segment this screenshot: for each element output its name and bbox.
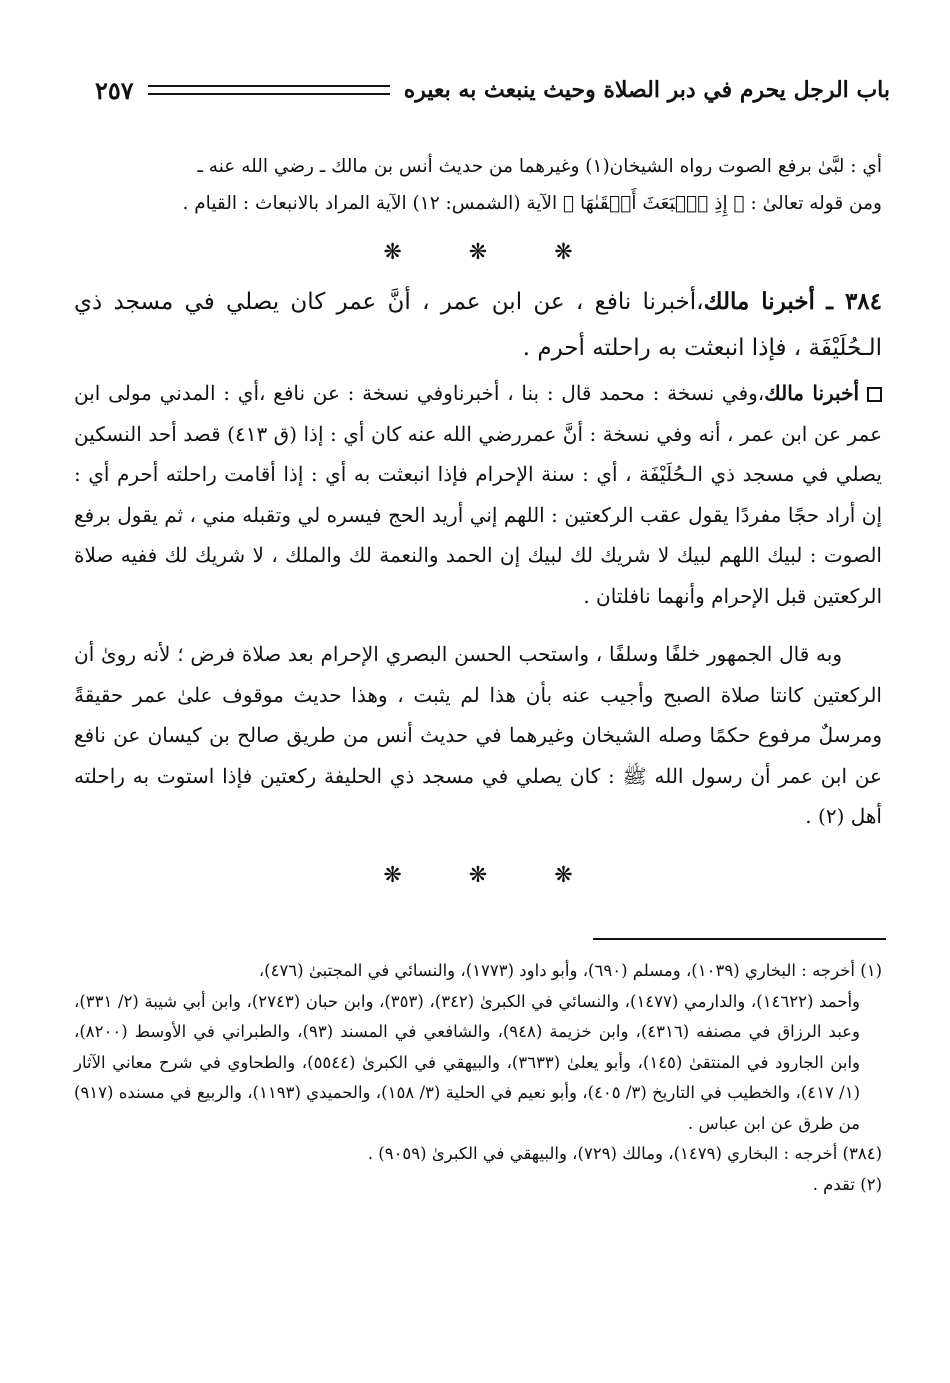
section-separator-2 <box>74 857 882 894</box>
footnotes <box>74 956 882 1200</box>
hadith-lead: أخبرنا مالك <box>703 288 815 315</box>
page-header <box>95 68 890 112</box>
star-ornament: ❋ <box>554 240 573 265</box>
section-separator <box>74 234 882 271</box>
star-ornament: ❋ <box>468 862 488 888</box>
intro-line-1: أي : لبَّىٰ برفع الصوت رواه الشيخان(١) وغيرهما من حديث أنس بن مالك ـ رضي الله عنه ـ <box>197 156 882 177</box>
footnote-384: (٣٨٤) أخرجه : البخاري (١٤٧٩)، ومالك (٧٢٩)، والبيهقي في الكبرىٰ (٩٠٥٩) . <box>367 1144 882 1163</box>
star-ornament: ❋ <box>554 862 573 888</box>
footnote-rule <box>593 938 886 940</box>
star-ornament: ❋ <box>383 862 402 888</box>
footnote-1-rest: وأحمد (١٤٦٢٢)، والدارمي (١٤٧٧)، والنسائي في الكبرىٰ (٣٤٢)، (٣٥٣)، وابن حبان (٢٧٤٣)، وابن أبي شيبة (٢/ ٣٣١)، وعبد الرزاق في مصنفه (٤٣١٦)، وابن خزيمة (٩٤٨)، والشافعي في المسند (٩٣)، والطبراني في الأوسط (٨٢٠٠)، وابن الجارود في المنتقىٰ (١٤٥)، وأبو يعلىٰ (٣٦٣٣)، والبيهقي في الكبرىٰ (٥٥٤٤)، والطحاوي في شرح معاني الآثار (١/ ٤١٧)، والخطيب في التاريخ (٣/ ٤٠٥)، وأبو نعيم في الحلية (٣/ ١٥٨)، والحميدي (١١٩٣)، والربيع في مسنده (٩١٧) من طرق عن ابن عباس . <box>74 991 861 1133</box>
running-title: باب الرجل يحرم في دبر الصلاة وحيث ينبعث به بعيره <box>403 77 890 103</box>
header-rule <box>148 85 390 95</box>
hadith-384 <box>74 279 882 371</box>
intro-line-2: ومن قوله تعالىٰ : ﴿ إِذِ ٱنۢبَعَثَ أَشۡقَىٰهَا ﴾ الآية (الشمس: ١٢) الآية المراد بالانبعاث : القيام . <box>182 193 882 214</box>
footnote-1-first: (١) أخرجه : البخاري (١٠٣٩)، ومسلم (٦٩٠)، وأبو داود (١٧٧٣)، والنسائي في المجتبىٰ (٤٧٦)، <box>258 961 882 980</box>
hadith-number: ٣٨٤ ـ <box>826 288 882 315</box>
commentary <box>74 373 882 616</box>
star-ornament: ❋ <box>383 240 402 265</box>
commentary-text: ،وفي نسخة : محمد قال : بنا ، أخبرناوفي نسخة : عن نافع ،أي : المدني مولى ابن عمر عن ابن عمر ، أنه وفي نسخة : أنَّ عمررضي الله عنه كان أي : إذا (ق ٤١٣) قصد أحد النسكين يصلي في مسجد ذي الـحُلَيْفَة ، أي : سنة الإحرام فإذا انبعثت به أي : إذا أقامت راحلته أحرم أي : إن أراد حجًا مفردًا يقول عقب الركعتين : اللهم إني أريد الحج فيسره لي وتقبله مني ، ثم يقول برفع الصوت : لبيك اللهم لبيك لا شريك لك لبيك إن الحمد والنعمة لك والملك ، لا شريك لك ففيه صلاة الركعتين قبل الإحرام وأنهما نافلتان . <box>74 381 882 608</box>
commentary-lead: أخبرنا مالك <box>764 381 859 405</box>
paragraph-2: وبه قال الجمهور خلفًا وسلفًا ، واستحب الحسن البصري الإحرام بعد صلاة فرض ؛ لأنه روىٰ أن الركعتين كانتا صلاة الصبح وأجيب عنه بأن هذا لم يثبت ، وهذا حديث موقوف علىٰ عمر حقيقةً ومرسلٌ مرفوع حكمًا وصله الشيخان وغيرهما في حديث أنس من طريق صالح بن كيسان عن نافع عن ابن عمر أن رسول الله ﷺ : كان يصلي في مسجد ذي الحليفة ركعتين فإذا استوت به راحلته أهل (٢) . <box>74 642 882 828</box>
star-ornament: ❋ <box>468 240 488 265</box>
footnote-2: (٢) تقدم . <box>812 1174 882 1194</box>
hadith-text: ،أخبرنا نافع ، عن ابن عمر ، أنَّ عمر كان يصلي في مسجد ذي الـحُلَيْفَة ، فإذا انبعثت به راحلته أحرم . <box>74 289 882 361</box>
square-marker-icon <box>867 387 882 402</box>
main-content <box>74 148 882 902</box>
page-number: ٢٥٧ <box>95 75 134 105</box>
